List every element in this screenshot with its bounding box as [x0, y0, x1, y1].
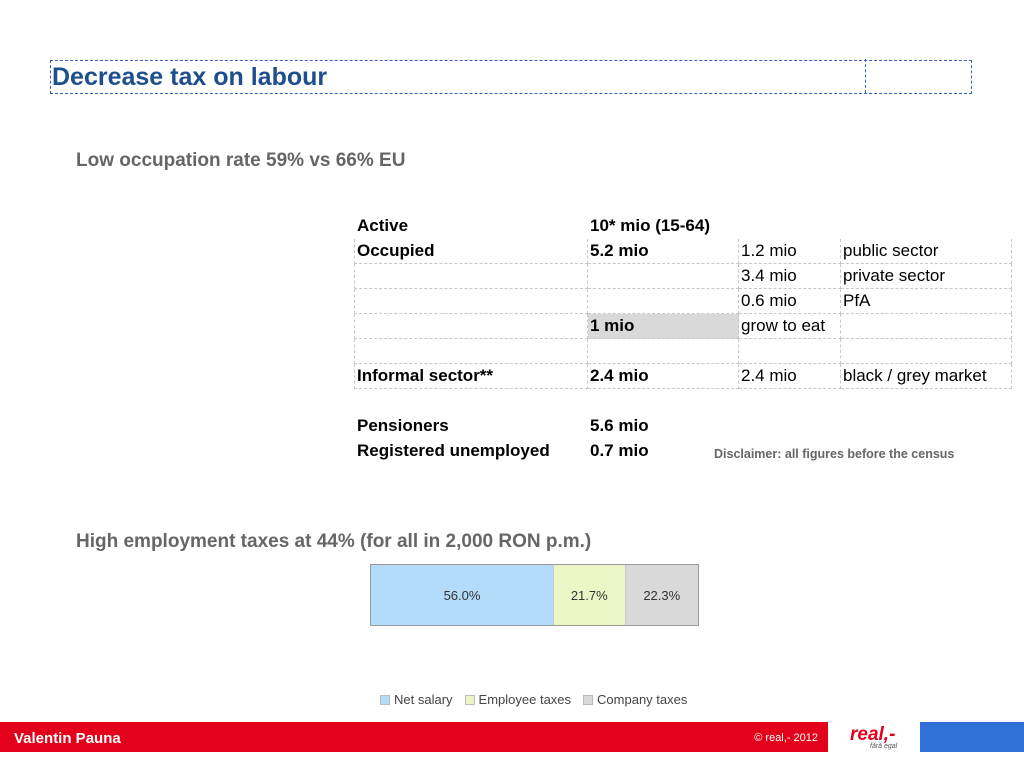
table-cell: private sector — [841, 264, 1012, 289]
logo-wordmark: real,- — [850, 724, 896, 745]
table-cell: Informal sector** — [355, 364, 588, 389]
table-row — [355, 339, 1012, 364]
table-cell — [588, 264, 739, 289]
legend-item — [380, 692, 453, 707]
table-cell — [841, 414, 1012, 439]
table-row — [355, 414, 1012, 439]
table-row — [355, 389, 1012, 414]
table-row — [355, 314, 1012, 339]
table-cell — [355, 339, 588, 364]
table-cell — [355, 264, 588, 289]
table-cell: Occupied — [355, 239, 588, 264]
table-cell — [841, 314, 1012, 339]
legend-swatch — [380, 695, 390, 705]
table-cell: Active — [357, 216, 409, 235]
table-cell — [588, 389, 739, 414]
table-cell: PfA — [841, 289, 1012, 314]
table-cell: 0.6 mio — [739, 289, 841, 314]
table-cell: black / grey market — [841, 364, 1012, 389]
legend-item — [583, 692, 687, 707]
legend-label: Company taxes — [597, 692, 688, 707]
real-logo — [850, 724, 910, 752]
table-cell: 1.2 mio — [739, 239, 841, 264]
legend-swatch — [465, 695, 475, 705]
taxes-heading: High employment taxes at 44% (for all in 2,000 RON p.m.) — [76, 531, 592, 552]
table-cell — [739, 339, 841, 364]
data-label: 22.3% — [643, 587, 681, 603]
author-name: Valentin Pauna — [14, 730, 121, 747]
table-row — [355, 264, 1012, 289]
table-cell: 3.4 mio — [739, 264, 841, 289]
table-cell — [841, 339, 1012, 364]
table-cell: 5.2 mio — [588, 239, 739, 264]
table-row — [355, 239, 1012, 264]
title-frame-divider — [865, 59, 866, 93]
accent-block — [920, 722, 1024, 752]
table-cell: public sector — [841, 239, 1012, 264]
table-cell — [739, 389, 841, 414]
table-cell: grow to eat — [739, 314, 841, 339]
table-cell — [841, 389, 1012, 414]
table-cell — [355, 389, 588, 414]
data-label: 56.0% — [443, 587, 481, 603]
copyright-text: © real,- 2012 — [754, 732, 818, 744]
bar-segment — [371, 565, 553, 625]
footer-bar — [0, 722, 828, 752]
slide-title: Decrease tax on labour — [52, 63, 328, 91]
logo-tagline: fără egal — [870, 743, 898, 750]
disclaimer-note: Disclaimer: all figures before the census — [714, 447, 955, 461]
table-cell: Registered unemployed — [357, 441, 550, 460]
table-row — [355, 364, 1012, 389]
legend-label: Employee taxes — [478, 692, 572, 707]
table-row — [355, 289, 1012, 314]
legend-item — [465, 692, 572, 707]
data-label: 21.7% — [570, 587, 608, 603]
table-cell — [739, 414, 841, 439]
table-cell: 2.4 mio — [588, 364, 739, 389]
table-cell — [355, 314, 588, 339]
chart-legend — [380, 692, 699, 707]
table-cell: 1 mio — [588, 314, 739, 339]
table-cell: 10* mio (15-64) — [590, 216, 710, 235]
salary-breakdown-chart — [370, 564, 699, 626]
legend-swatch — [583, 695, 593, 705]
table-cell: 0.7 mio — [590, 441, 649, 460]
table-cell — [355, 289, 588, 314]
table-cell: 5.6 mio — [590, 416, 649, 435]
table-row — [355, 214, 1012, 239]
table-cell — [588, 339, 739, 364]
bar-segment — [625, 565, 698, 625]
table-cell: Pensioners — [357, 416, 449, 435]
table-cell — [588, 289, 739, 314]
table-cell — [841, 214, 1012, 239]
legend-label: Net salary — [394, 692, 453, 707]
bar-segment — [553, 565, 625, 625]
table-cell: 2.4 mio — [739, 364, 841, 389]
table-cell — [739, 214, 841, 239]
occupation-heading: Low occupation rate 59% vs 66% EU — [76, 150, 406, 171]
labour-table — [354, 213, 1012, 464]
